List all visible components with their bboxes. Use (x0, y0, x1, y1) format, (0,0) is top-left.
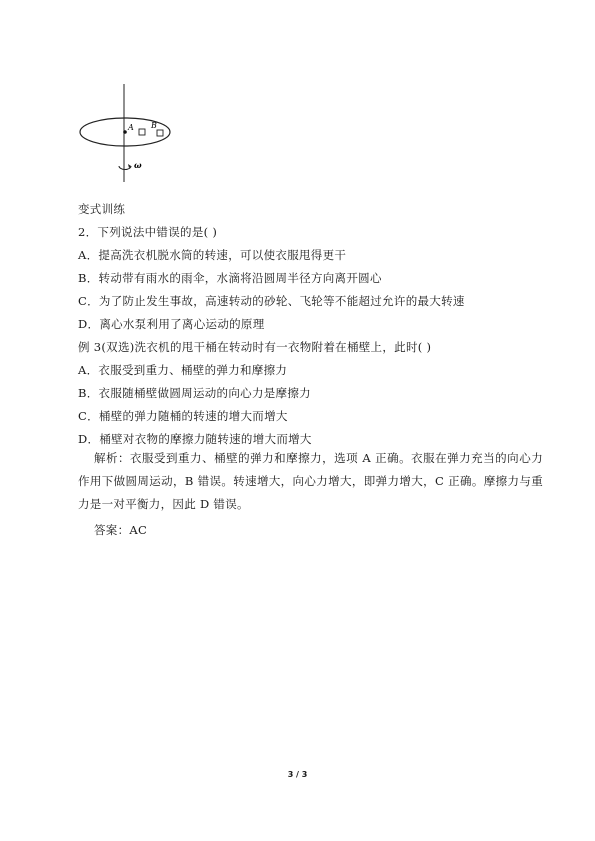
omega-label: ω (134, 160, 142, 170)
block-near-center (139, 129, 145, 135)
block-b (157, 130, 163, 136)
example-3-option-a: A．衣服受到重力、桶壁的弹力和摩擦力 (78, 363, 288, 377)
example-3-answer: 答案：AC (94, 523, 148, 537)
page-number: 3 / 3 (287, 770, 308, 779)
question-2-option-a: A．提高洗衣机脱水筒的转速，可以使衣服甩得更干 (78, 248, 347, 262)
example-3-option-c: C．桶壁的弹力随桶的转速的增大而增大 (78, 409, 288, 423)
block-b-label: B (151, 121, 157, 130)
rotating-disk-diagram (78, 84, 178, 184)
point-a (123, 130, 127, 134)
example-3-option-b: B．衣服随桶壁做圆周运动的向心力是摩擦力 (78, 386, 311, 400)
question-2-option-c: C．为了防止发生事故，高速转动的砂轮、飞轮等不能超过允许的最大转速 (78, 294, 465, 308)
section-title: 变式训练 (78, 202, 126, 216)
question-2-stem: 2．下列说法中错误的是( ) (78, 225, 218, 239)
point-a-label: A (128, 123, 134, 132)
question-2-option-d: D．离心水泵利用了离心运动的原理 (78, 317, 265, 331)
example-3-option-d: D．桶壁对衣物的摩擦力随转速的增大而增大 (78, 432, 312, 446)
rotating-disk-figure (78, 84, 178, 184)
question-2-option-b: B．转动带有雨水的雨伞，水滴将沿圆周半径方向离开圆心 (78, 271, 382, 285)
example-3-analysis: 解析：衣服受到重力、桶壁的弹力和摩擦力，选项 A 正确。衣服在弹力充当的向心力作用下做圆周运动，B 错误。转速增大，向心力增大，即弹力增大，C 正确。摩擦力与重力是一对平衡力，因此 D 错误。 (78, 451, 543, 511)
example-3-stem: 例 3(双选)洗衣机的甩干桶在转动时有一衣物附着在桶壁上，此时( ) (78, 340, 432, 354)
